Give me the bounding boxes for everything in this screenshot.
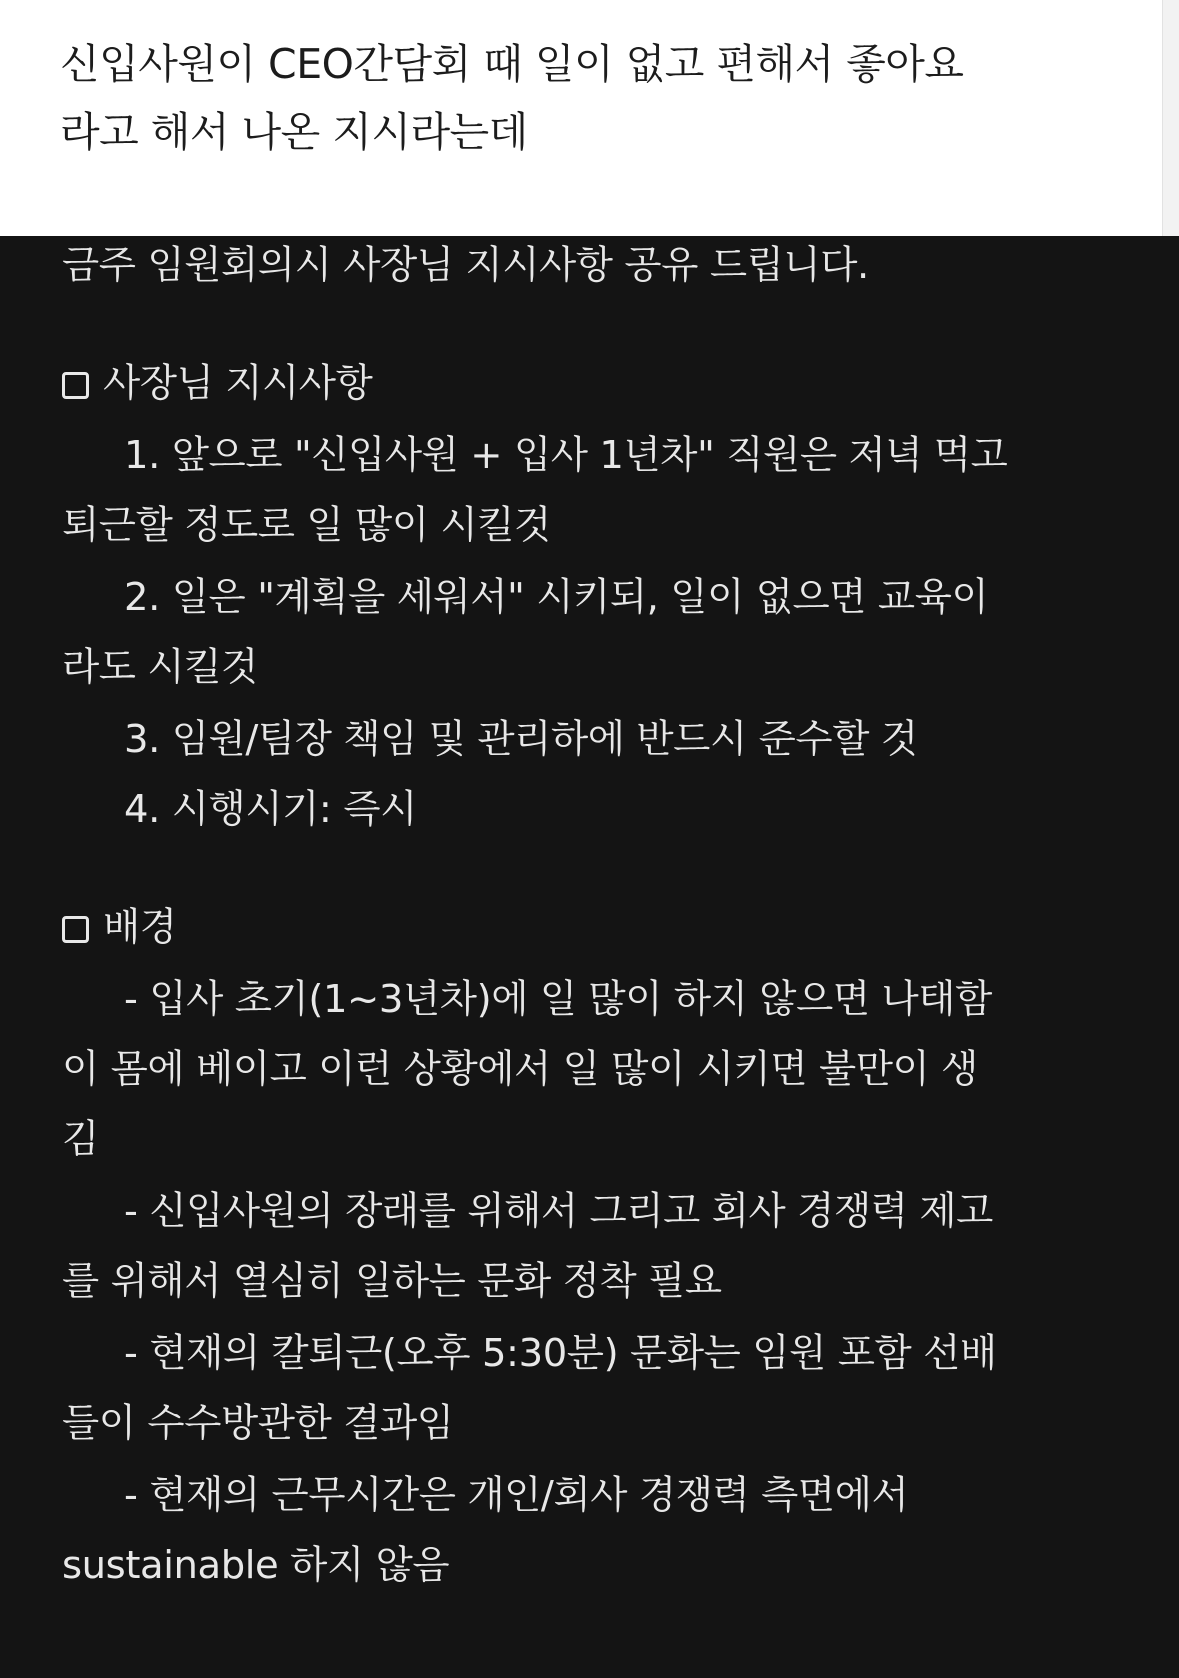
section-heading-directives <box>62 360 372 408</box>
background-line: 김 <box>62 1117 99 1162</box>
directive-line: 라도 시킬것 <box>62 645 258 690</box>
background-line: - 입사 초기(1~3년차)에 일 많이 하지 않으면 나태함 <box>124 977 992 1022</box>
background-line: sustainable 하지 않음 <box>62 1543 450 1588</box>
directive-line: 퇴근할 정도로 일 많이 시킬것 <box>62 503 551 548</box>
scrollbar[interactable] <box>1162 0 1179 236</box>
background-line: - 현재의 칼퇴근(오후 5:30분) 문화는 임원 포함 선배 <box>124 1331 997 1376</box>
checkbox-icon <box>62 372 89 399</box>
checkbox-icon <box>62 916 89 943</box>
background-line: - 신입사원의 장래를 위해서 그리고 회사 경쟁력 제고 <box>124 1189 993 1234</box>
intro-text: 금주 임원회의시 사장님 지시사항 공유 드립니다. <box>62 243 869 288</box>
section-title: 배경 <box>103 905 177 950</box>
background-line: 를 위해서 열심히 일하는 문화 정착 필요 <box>62 1259 722 1304</box>
directive-line: 2. 일은 "계획을 세워서" 시키되, 일이 없으면 교육이 <box>124 575 989 620</box>
post-header <box>0 0 1162 236</box>
header-line-1: 신입사원이 CEO간담회 때 일이 없고 편해서 좋아요 <box>60 40 964 88</box>
background-line: - 현재의 근무시간은 개인/회사 경쟁력 측면에서 <box>124 1473 909 1518</box>
background-line: 이 몸에 베이고 이런 상황에서 일 많이 시키면 불만이 생 <box>62 1047 978 1092</box>
directive-line: 4. 시행시기: 즉시 <box>124 787 417 832</box>
directive-line: 3. 임원/팀장 책임 및 관리하에 반드시 준수할 것 <box>124 717 918 762</box>
header-line-2: 라고 해서 나온 지시라는데 <box>60 108 528 156</box>
directive-line: 1. 앞으로 "신입사원 + 입사 1년차" 직원은 저녁 먹고 <box>124 433 1008 478</box>
section-heading-background <box>62 904 177 952</box>
screenshot-body <box>0 236 1179 1678</box>
background-line: 들이 수수방관한 결과임 <box>62 1401 454 1446</box>
section-title: 사장님 지시사항 <box>103 361 373 406</box>
